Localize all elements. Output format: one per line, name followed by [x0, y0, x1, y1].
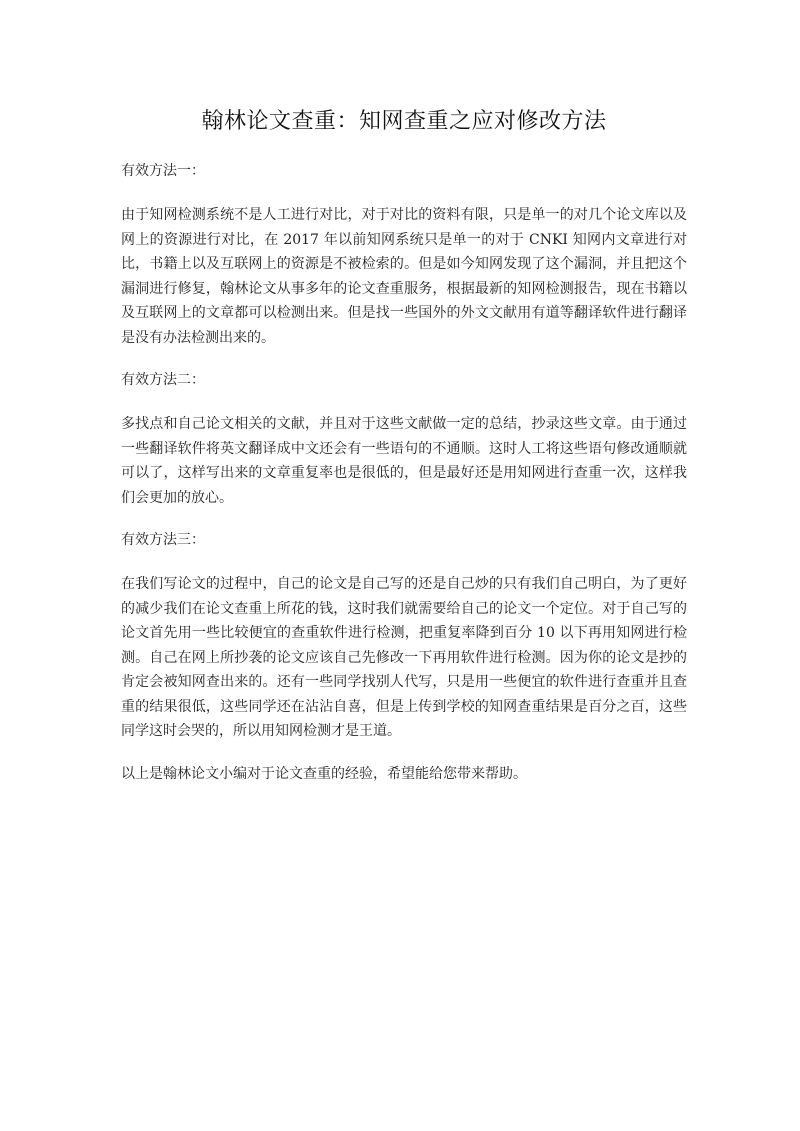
section-heading-3: 有效方法三： — [121, 532, 205, 548]
section-heading-2: 有效方法二： — [121, 372, 205, 388]
section-body-3: 在我们写论文的过程中，自己的论文是自己写的还是自己炒的只有我们自己明白，为了更好的减少我们在论文查重上所花的钱，这时我们就需要给自己的论文一个定位。对于自己写的论文首先用一些比较便宜的查重软件进行检测，把重复率降到百分 10 以下再用知网进行检测。自己在网上所抄袭的论文应该自己先修改一下再用软件进行检测。因为你的论文是抄的肯定会被知网查出来的。还有一些同学找别人代写，只是用一些便宜的软件进行查重并且查重的结果很低，这些同学还在沾沾自喜，但是上传到学校的知网查重结果是百分之百，这些同学这时会哭的，所以用知网检测才是王道。 — [121, 576, 687, 739]
document-content — [121, 104, 687, 786]
document-title: 翰林论文查重：知网查重之应对修改方法 — [201, 109, 607, 134]
section-heading-1: 有效方法一： — [121, 163, 205, 179]
closing-paragraph: 以上是翰林论文小编对于论文查重的经验，希望能给您带来帮助。 — [121, 765, 527, 782]
section-body-2: 多找点和自己论文相关的文献，并且对于这些文献做一定的总结，抄录这些文章。由于通过一些翻译软件将英文翻译成中文还会有一些语句的不通顺。这时人工将这些语句修改通顺就可以了，这样写出来的文章重复率也是很低的，但是最好还是用知网进行查重一次，这样我们会更加的放心。 — [121, 416, 687, 506]
section-body-1: 由于知网检测系统不是人工进行对比，对于对比的资料有限，只是单一的对几个论文库以及网上的资源进行对比，在 2017 年以前知网系统只是单一的对于 CNKI 知网内文章进行对比，书籍上以及互联网上的资源是不被检索的。但是如今知网发现了这个漏洞，并且把这个漏洞进行修复，翰林论文从事多年的论文查重服务，根据最新的知网检测报告，现在书籍以及互联网上的文章都可以检测出来。但是找一些国外的外文文献用有道等翻译软件进行翻译是没有办法检测出来的。 — [121, 207, 687, 346]
